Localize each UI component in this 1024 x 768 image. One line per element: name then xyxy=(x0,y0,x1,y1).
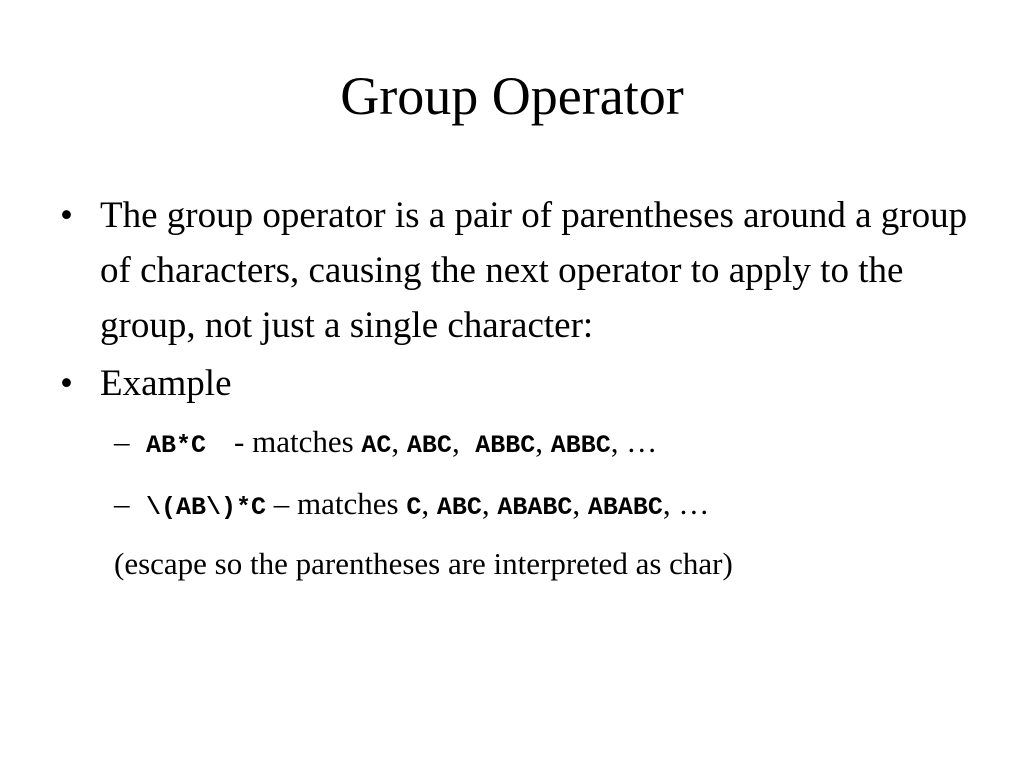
dash-icon: – xyxy=(114,486,130,521)
bullet-list xyxy=(60,188,980,584)
match-value: ABBC xyxy=(550,431,611,460)
escape-note: (escape so the parentheses are interpreted as char) xyxy=(114,546,733,581)
regex-pattern: AB*C xyxy=(146,431,207,460)
match-value: ABBC xyxy=(475,431,536,460)
matches-text: – matches xyxy=(273,486,407,521)
matches-text: - matches xyxy=(234,424,362,459)
match-value: ABABC xyxy=(587,493,663,522)
slide-title: Group Operator xyxy=(340,66,684,126)
separator: , xyxy=(451,424,460,459)
match-value: ABC xyxy=(436,493,482,522)
separator: , xyxy=(391,424,400,459)
bullet-item-example xyxy=(60,356,980,411)
ellipsis: , … xyxy=(610,424,658,459)
match-value: AC xyxy=(361,431,392,460)
match-value: C xyxy=(406,493,422,522)
bullet-icon: • xyxy=(60,195,73,236)
bullet-icon: • xyxy=(60,363,73,404)
bullet-item-definition xyxy=(60,188,980,353)
separator: , xyxy=(421,486,430,521)
sub-item-example-2 xyxy=(60,484,980,528)
separator: , xyxy=(535,424,543,459)
regex-pattern: \(AB\)*C xyxy=(146,493,267,522)
bullet-text: Example xyxy=(100,363,232,404)
sub-item-example-1 xyxy=(60,422,980,466)
bullet-text: The group operator is a pair of parentheses around a group of characters, causing the next operator to apply to the group, not just a single character: xyxy=(100,195,968,346)
match-value: ABC xyxy=(406,431,452,460)
ellipsis: , … xyxy=(662,486,710,521)
match-value: ABABC xyxy=(497,493,573,522)
separator: , xyxy=(481,486,490,521)
dash-icon: – xyxy=(114,424,130,459)
separator: , xyxy=(572,486,581,521)
